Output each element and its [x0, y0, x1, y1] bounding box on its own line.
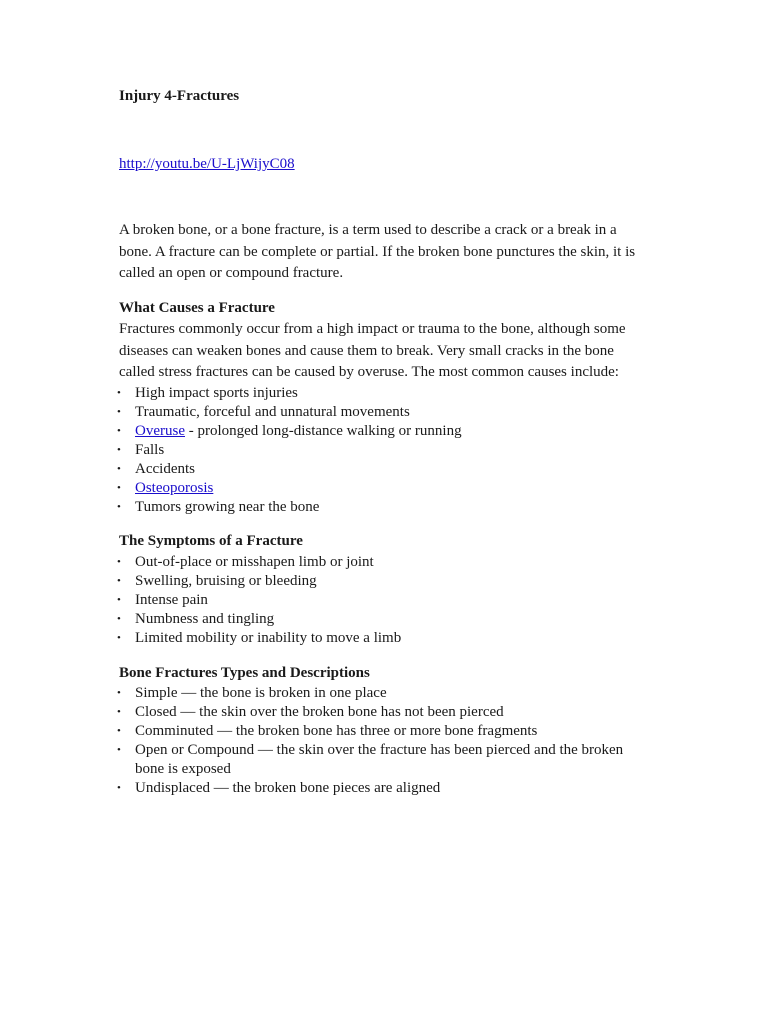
causes-heading: What Causes a Fracture: [119, 299, 275, 316]
list-item: • Numbness and tingling: [119, 610, 649, 629]
list-item: [119, 403, 649, 422]
list-item: • Undisplaced — the broken bone pieces are aligned: [119, 779, 649, 798]
list-item: [119, 441, 649, 460]
list-item: [119, 498, 649, 517]
list-item: • Limited mobility or inability to move a limb: [119, 629, 649, 648]
causes-paragraph: Fractures commonly occur from a high impact or trauma to the bone, although some diseases can weaken bones and cause them to break. Very small cracks in the bone called stress fractures can be caused by overuse. The most common causes include:: [119, 321, 626, 381]
video-link[interactable]: http://youtu.be/U-LjWijyC08: [119, 156, 295, 172]
overuse-link[interactable]: Overuse: [135, 423, 185, 440]
cause-text: Tumors growing near the bone: [135, 499, 320, 516]
list-item: [119, 384, 649, 403]
document-title: Injury 4-Fractures: [119, 88, 240, 104]
cause-text: Traumatic, forceful and unnatural movements: [135, 404, 410, 421]
list-item: • Simple — the bone is broken in one place: [119, 684, 649, 703]
list-item: • Out-of-place or misshapen limb or joint: [119, 553, 649, 572]
cause-text: - prolonged long-distance walking or running: [184, 423, 462, 440]
osteoporosis-link[interactable]: Osteoporosis: [135, 480, 214, 497]
list-item: [119, 460, 649, 479]
list-item: • Closed — the skin over the broken bone has not been pierced: [119, 703, 649, 722]
intro-paragraph: A broken bone, or a bone fracture, is a term used to describe a crack or a break in a bone. A fracture can be complete or partial. If the broken bone punctures the skin, it is called an open or compound fracture.: [119, 222, 636, 281]
cause-text: Falls: [135, 442, 165, 459]
cause-text: High impact sports injuries: [135, 385, 298, 402]
cause-text: Accidents: [135, 461, 195, 478]
types-heading: Bone Fractures Types and Descriptions: [119, 664, 370, 681]
symptoms-list: [119, 553, 649, 648]
list-item: • Comminuted — the broken bone has three or more bone fragments: [119, 722, 649, 741]
causes-list: [119, 384, 649, 517]
list-item: • Open or Compound — the skin over the fracture has been pierced and the broken bone is exposed: [119, 741, 649, 779]
list-item: • Intense pain: [119, 591, 649, 610]
list-item: [119, 479, 649, 498]
types-list: [119, 684, 649, 798]
symptoms-heading: The Symptoms of a Fracture: [119, 533, 303, 550]
list-item: • Swelling, bruising or bleeding: [119, 572, 649, 591]
list-item: [119, 422, 649, 441]
video-link-block: [119, 154, 649, 174]
document-page: [119, 86, 649, 798]
